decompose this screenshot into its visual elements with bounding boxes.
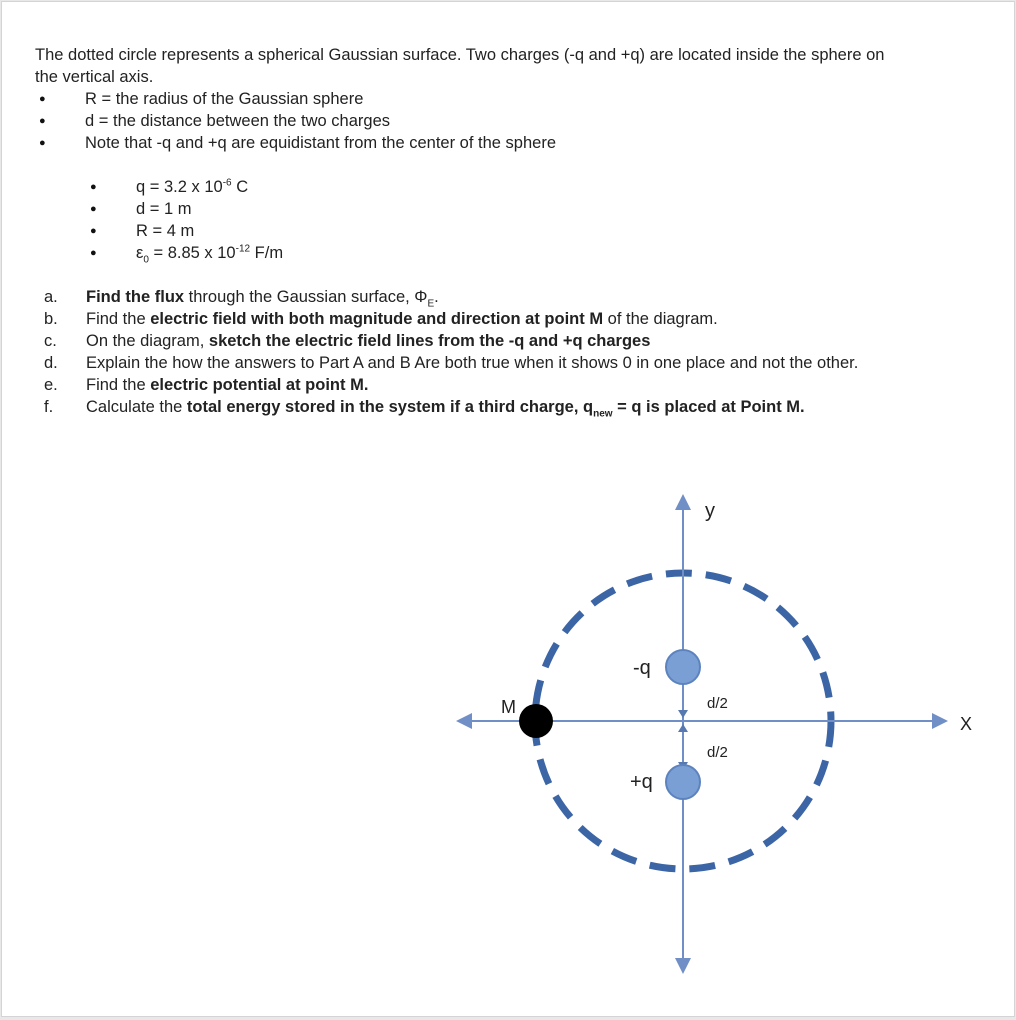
d-half-arrow-lower xyxy=(678,724,688,732)
question-b: b. Find the electric field with both magnitude and direction at point M of the diagram. xyxy=(44,310,718,328)
d-half-label-upper: d/2 xyxy=(707,695,728,712)
definition-item: ● Note that -q and +q are equidistant from the center of the sphere xyxy=(35,132,895,154)
question-c: c. On the diagram, sketch the electric field lines from the -q and +q charges xyxy=(44,332,651,350)
positive-charge xyxy=(666,765,700,799)
intro-paragraph: The dotted circle represents a spherical Gaussian surface. Two charges (-q and +q) are located inside the sphere on the vertical axis. xyxy=(35,46,885,86)
given-epsilon: ● $\varepsilon_0 = 8.85$ x $10^{-12}$ F/m xyxy=(86,242,283,264)
d-half-arrow-upper xyxy=(678,710,688,718)
definition-item: ● d = the distance between the two charges xyxy=(35,110,895,132)
positive-charge-label: +q xyxy=(630,771,653,793)
point-m-label: M xyxy=(501,697,516,717)
given-q: ● q = 3.2 x $10^{-6}$ C xyxy=(86,176,283,198)
question-d: d. Explain the how the answers to Part A and B Are both true when it shows 0 in one place and not the other. xyxy=(44,354,859,372)
x-axis-label: X xyxy=(960,714,973,734)
definition-item: ● R = the radius of the Gaussian sphere xyxy=(35,88,895,110)
given-d: ● d = 1 m xyxy=(86,198,283,220)
gaussian-diagram xyxy=(2,2,1014,1016)
negative-charge xyxy=(666,650,700,684)
document-page xyxy=(1,1,1015,1017)
negative-charge-label: -q xyxy=(633,657,651,679)
question-a: a. Find the flux through the Gaussian surface, $\Phi_E$. xyxy=(44,288,439,310)
y-axis-label: y xyxy=(705,500,715,522)
given-r: ● R = 4 m xyxy=(86,220,283,242)
question-f: f. Calculate the total energy stored in the system if a third charge, $q_{new} = q$ is placed at Point M. xyxy=(44,398,805,420)
d-half-label-lower: d/2 xyxy=(707,744,728,761)
question-e: e. Find the electric potential at point M. xyxy=(44,376,369,394)
point-m xyxy=(519,704,553,738)
